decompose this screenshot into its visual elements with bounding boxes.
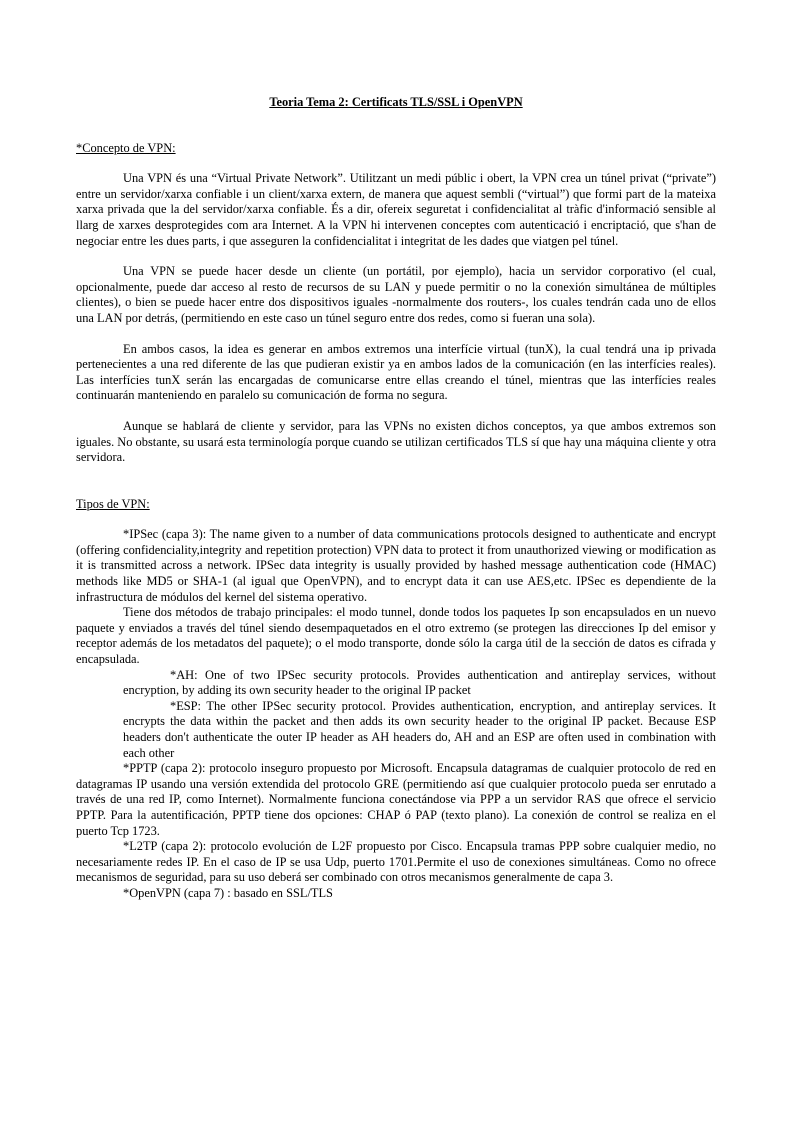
section-spacer xyxy=(76,466,716,497)
paragraph-vpn-definition: Una VPN és una “Virtual Private Network”. Utilitzant un medi públic i obert, la VPN crea un túnel privat (“private”) entre un servidor/xarxa confiable i un client/xarxa extern, de manera que aquest sembli (“virtual”) que formi part de la mateixa xarxa privada que la del servidor/xarxa confiable. És a dir, ofereix seguretat i confidencialitat al tràfic d'informació sensible al llarg de xarxes desprotegides com ara Internet. A la VPN hi intervenen conceptes com autenticació i encriptació, que s'han de negociar entre les dues parts, i que asseguren la confidencialitat i integritat de les dades que viatgen pel túnel. xyxy=(76,171,716,248)
paragraph-tun-interfaces: En ambos casos, la idea es generar en ambos extremos una interfície virtual (tunX), la cual tendrá una ip privada pertenecientes a una red diferente de las que pudieran existir ya en ambos lados de la comunicación (en las interfícies reales). Las interfícies tunX serán las encargadas de comunicarse entre ellas creando el túnel, mientras que las interfícies reales continuarán manteniendo en paralelo su comunicación de forma no segura. xyxy=(76,341,716,403)
section-heading-tipos-vpn: Tipos de VPN: xyxy=(76,496,150,511)
document-body xyxy=(76,95,716,902)
paragraph-vpn-topologies: Una VPN se puede hacer desde un cliente (un portátil, por ejemplo), hacia un servidor corporativo (el cual, opcionalmente, puede dar acceso al resto de recursos de su LAN y puede permitir o no la conexión simultánea de múltiples clientes), o bien se puede hacer entre dos dispositivos iguales -normalmente dos routers-, los cuales tendrán cada uno de ellos una LAN por detrás, (permitiendo en este caso un túnel seguro entre dos redes, como si fueran una sola). xyxy=(76,264,716,325)
paragraph-ipsec-modes: Tiene dos métodos de trabajo principales: el modo tunnel, donde todos los paquetes Ip son encapsulados en un nuevo paquete y enviados a través del túnel siendo desempaquetados en el otro extremo (se protegen las direcciones Ip del emisor y receptor además de los metadatos del paquete); o el modo transporte, donde sólo la carga útil de la sección de datos es cifrada y encapsulada. xyxy=(76,605,716,667)
paragraph-esp: *ESP: The other IPSec security protocol. Provides authentication, encryption, and antireplay services. It encrypts the data within the packet and then adds its own security header to the original IP packet. Because ESP headers don't authenticate the outer IP header as AH headers do, AH and an ESP are often used in combination with each other xyxy=(123,698,716,760)
paragraph-ipsec: *IPSec (capa 3): The name given to a number of data communications protocols designed to authenticate and encrypt (offering confidenciality,integrity and repetition protection) VPN data to protect it from unauthorized viewing or modification as it is transmitted across a network. IPSec data integrity is usually provided by hashed message authentication code (HMAC) methods like MD5 or SHA-1 (al igual que OpenVPN), and to encrypt data it can use AES,etc. IPSec es dependiente de la infrastructura de módulos del kernel del sistema operativo. xyxy=(76,527,716,604)
paragraph-openvpn: *OpenVPN (capa 7) : basado en SSL/TLS xyxy=(123,885,333,900)
section-heading-concepto-vpn: *Concepto de VPN: xyxy=(76,140,176,155)
paragraph-l2tp: *L2TP (capa 2): protocolo evolución de L2F propuesto por Cisco. Encapsula tramas PPP sobre cualquier medio, no necesariamente redes IP. En el caso de IP se usa Udp, puerto 1701.Permite el uso de conexiones simultáneas. Como no ofrece mecanismos de seguridad, para su uso deberá ser combinado con otros mecanismos generalmente de capa 3. xyxy=(76,839,716,885)
paragraph-ah: *AH: One of two IPSec security protocols. Provides authentication and antireplay services, without encryption, by adding its own security header to the original IP packet xyxy=(123,667,716,698)
paragraph-pptp: *PPTP (capa 2): protocolo inseguro propuesto por Microsoft. Encapsula datagramas de cualquier protocolo de red en datagramas IP usando una versión extendida del protocolo GRE (permitiendo así que cualquier protocolo pueda ser enrutado a través de una red IP, como Internet). Normalmente funciona conectándose via PPP a un servidor RAS que ofrece el servicio PPTP. Para la autentificación, PPTP tiene dos opciones: CHAP ó PAP (texto plano). La conexión de control se realiza en el puerto Tcp 1723. xyxy=(76,761,716,838)
paragraph-client-server: Aunque se hablará de cliente y servidor, para las VPNs no existen dichos conceptos, ya que ambos extremos son iguales. No obstante, su usará esta terminología porque cuando se utilizan certificados TLS sí que hay una máquina cliente y otra servidora. xyxy=(76,418,716,465)
document-title: Teoria Tema 2: Certificats TLS/SSL i OpenVPN xyxy=(269,95,523,109)
